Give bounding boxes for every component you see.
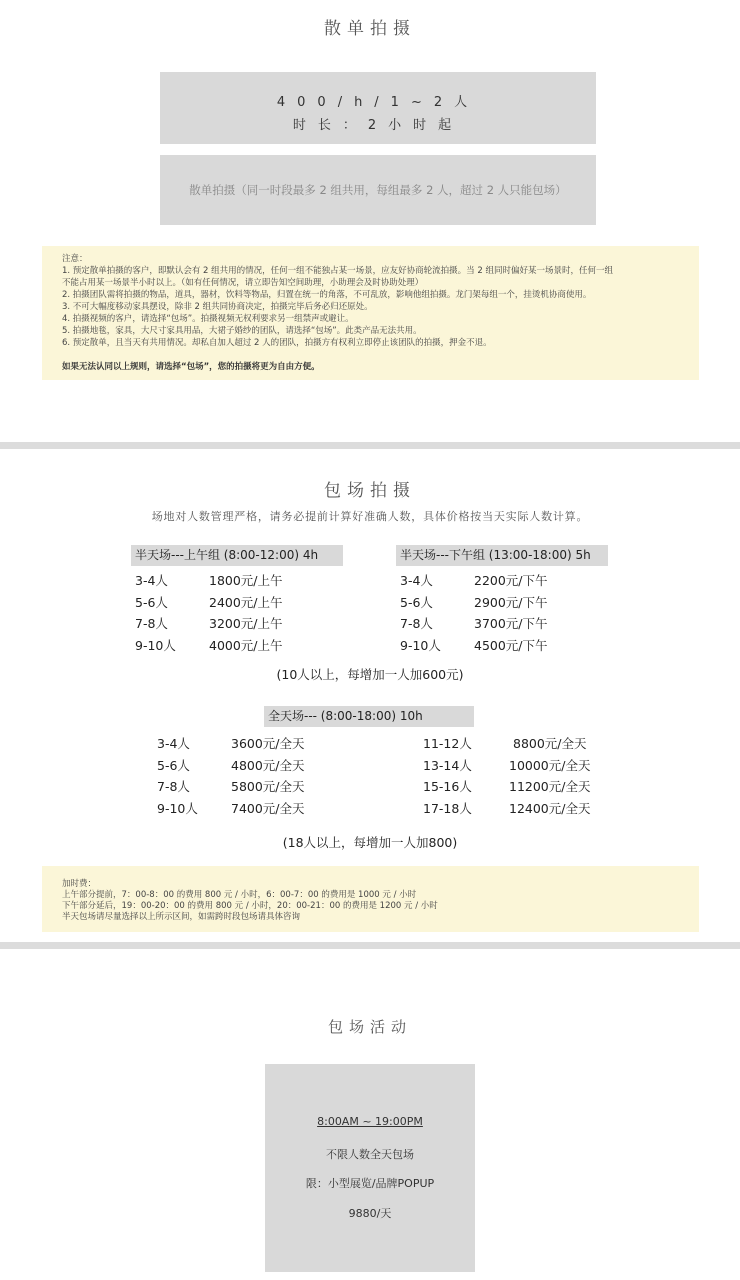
row-price: 12400元/全天 <box>509 800 591 816</box>
row-people: 5-6人 <box>157 757 190 773</box>
row-price: 10000元/全天 <box>509 757 591 773</box>
row-price: 2900元/下午 <box>474 594 548 610</box>
section-divider <box>0 442 740 449</box>
price-row <box>157 776 357 798</box>
single-price-box <box>160 72 596 144</box>
row-people: 13-14人 <box>423 757 472 773</box>
row-price: 1800元/上午 <box>209 573 283 588</box>
row-people: 7-8人 <box>135 616 168 631</box>
fullday-header: 全天场--- (8:00-18:00) 10h <box>264 706 474 727</box>
row-price: 2400元/上午 <box>209 594 283 610</box>
morning-block <box>131 545 343 656</box>
price-row <box>400 570 608 592</box>
single-rule-box <box>160 155 596 225</box>
price-row <box>135 635 343 657</box>
price-row <box>400 635 608 657</box>
row-people: 5-6人 <box>135 594 168 610</box>
row-people: 9-10人 <box>400 637 441 653</box>
price-row <box>400 592 608 614</box>
note-line: 6. 预定散单，且当天有共用情况。却私自加人超过 2 人的团队，拍摄方有权利立即停止该团队的拍摄，押金不退。 <box>62 338 492 348</box>
row-price: 11200元/全天 <box>509 779 591 794</box>
row-people: 17-18人 <box>423 800 472 816</box>
single-price-rate: 400/h/1~2人 <box>276 95 480 110</box>
note-line: 4. 拍摄视频的客户，请选择“包场”。拍摄视频无权利要求另一组禁声或避让。 <box>62 314 354 324</box>
price-row <box>423 776 623 798</box>
fee-line: 下午部分延后，19：00-20：00 的费用 800 元 / 小时，20：00-21：00 的费用是 1200 元 / 小时 <box>62 901 438 911</box>
fee-heading: 加时费： <box>62 879 97 889</box>
row-people: 7-8人 <box>157 779 190 794</box>
section-title-single: 散单拍摄 <box>324 19 416 39</box>
price-row <box>157 733 357 755</box>
note-line: 2. 拍摄团队需将拍摄的物品，道具，器材，饮料等物品，归置在统一的角落，不可乱放，影响他组拍摄。龙门架每组一个，挂烫机协商使用。 <box>62 290 592 300</box>
row-price: 8800元/全天 <box>513 736 587 751</box>
row-people: 5-6人 <box>400 594 433 610</box>
note-line: 5. 拍摄地毯，家具，大尺寸家具用品，大裙子婚纱的团队，请选择“包场”。此类产品无法共用。 <box>62 326 422 336</box>
price-row <box>423 733 623 755</box>
afternoon-block <box>396 545 608 656</box>
section-divider <box>0 942 740 949</box>
notes-warning: 如果无法认同以上规则，请选择“包场”，您的拍摄将更为自由方便。 <box>62 362 320 372</box>
row-price: 4000元/上午 <box>209 637 283 653</box>
event-unlimited: 不限人数全天包场 <box>326 1148 414 1161</box>
row-people: 7-8人 <box>400 616 433 631</box>
single-price-duration: 时长：2小时起 <box>292 118 464 133</box>
fullday-header-wrap <box>264 706 474 727</box>
row-people: 9-10人 <box>135 637 176 653</box>
full-extra-note: (18人以上，每增加一人加800) <box>282 835 458 850</box>
section-title-event: 包场活动 <box>327 1018 412 1036</box>
half-extra-note: (10人以上，每增加一人加600元) <box>276 667 464 682</box>
afternoon-header: 半天场---下午组 (13:00-18:00) 5h <box>396 545 608 566</box>
morning-header: 半天场---上午组 (8:00-12:00) 4h <box>131 545 343 566</box>
single-rule-text: 散单拍摄（同一时段最多 2 组共用，每组最多 2 人，超过 2 人只能包场） <box>189 183 567 197</box>
row-price: 5800元/全天 <box>231 779 305 794</box>
row-price: 2200元/下午 <box>474 573 548 588</box>
row-people: 15-16人 <box>423 779 472 794</box>
row-price: 7400元/全天 <box>231 800 305 816</box>
row-price: 4800元/全天 <box>231 757 305 773</box>
price-row <box>157 755 357 777</box>
notes-box <box>42 246 699 380</box>
row-people: 3-4人 <box>400 573 433 588</box>
note-line: 3. 不可大幅度移动家具摆设，除非 2 组共同协商决定，拍摄完毕后务必归还原处。 <box>62 302 373 312</box>
row-price: 3200元/上午 <box>209 616 283 631</box>
note-line: 1. 预定散单拍摄的客户，即默认会有 2 组共用的情况，任何一组不能独占某一场景，应友好协商轮流拍摄。当 2 组同时偏好某一场景时，任何一组 <box>62 266 613 276</box>
note-line: 不能占用某一场景半小时以上。（如有任何情况，请立即告知空间助理，小助理会及时协助处理） <box>62 278 424 288</box>
fullday-left-block <box>157 733 357 819</box>
price-row <box>157 798 357 820</box>
row-price: 3600元/全天 <box>231 736 305 751</box>
price-row <box>135 613 343 635</box>
fee-line: 上午部分提前，7：00-8：00 的费用 800 元 / 小时，6：00-7：00 的费用是 1000 元 / 小时 <box>62 890 417 900</box>
fee-line: 半天包场请尽量选择以上所示区间，如需跨时段包场请具体咨询 <box>62 912 301 922</box>
row-people: 3-4人 <box>157 736 190 751</box>
overtime-fee-box <box>42 866 699 932</box>
row-people: 9-10人 <box>157 800 198 816</box>
price-row <box>135 570 343 592</box>
row-people: 11-12人 <box>423 736 472 751</box>
price-row <box>423 755 623 777</box>
price-row <box>423 798 623 820</box>
price-row <box>135 592 343 614</box>
private-subtitle: 场地对人数管理严格，请务必提前计算好准确人数，具体价格按当天实际人数计算。 <box>151 510 589 523</box>
section-title-private: 包场拍摄 <box>324 481 416 501</box>
row-price: 4500元/下午 <box>474 637 548 653</box>
event-time: 8:00AM ~ 19:00PM <box>317 1115 423 1128</box>
row-people: 3-4人 <box>135 573 168 588</box>
price-row <box>400 613 608 635</box>
notes-heading: 注意： <box>62 254 88 264</box>
event-price: 9880/天 <box>348 1207 392 1220</box>
event-box <box>265 1064 475 1272</box>
row-price: 3700元/下午 <box>474 616 548 631</box>
event-limit: 限：小型展览/品牌POPUP <box>305 1177 435 1190</box>
fullday-right-block <box>423 733 623 819</box>
